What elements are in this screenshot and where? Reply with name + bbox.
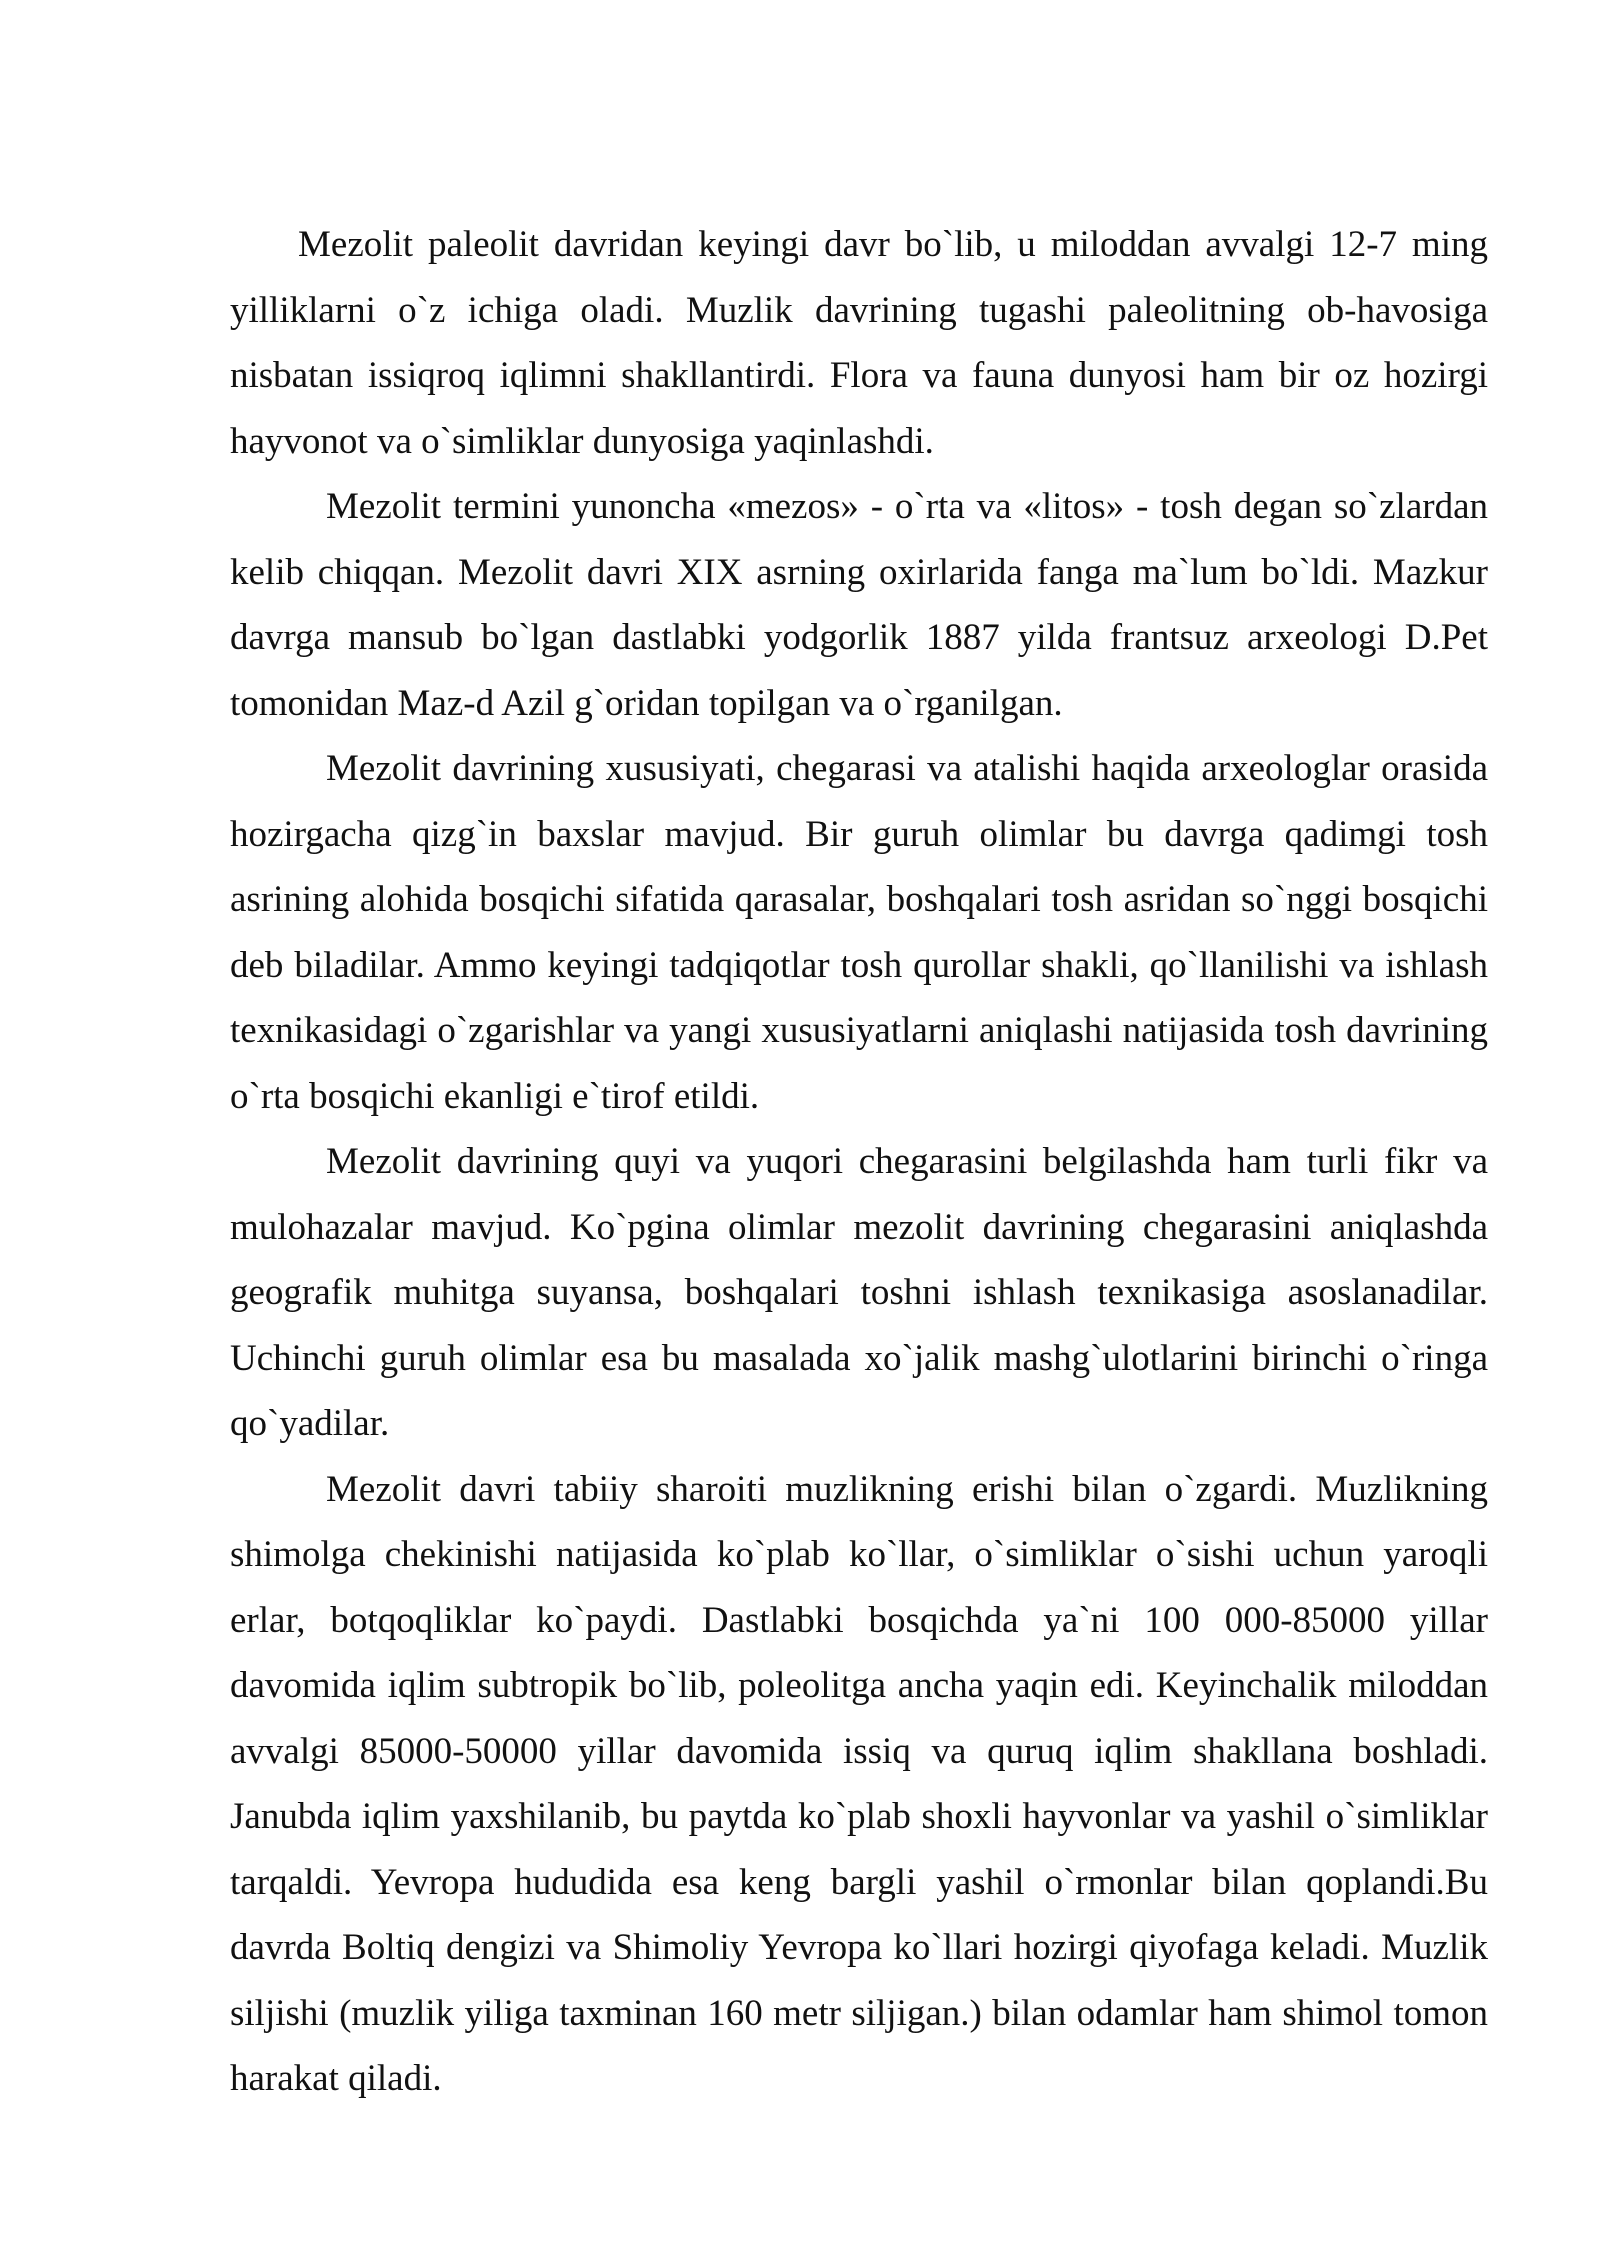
paragraph-period-debate: Mezolit davrining xususiyati, chegarasi va atalishi haqida arxeologlar orasida hozirgacha qizg`in baxslar mavjud. Bir guruh olimlar bu davrga qadimgi tosh asrining alohida bosqichi sifatida qarasalar, boshqalari tosh asridan so`nggi bosqichi deb biladilar. Ammo keyingi tadqiqotlar tosh qurollar shakli, qo`llanilishi va ishlash texnikasidagi o`zgarishlar va yangi xususiyatlarni aniqlashi natijasida tosh davrining o`rta bosqichi ekanligi e`tirof etildi. [230, 748, 1488, 1117]
document-page [230, 212, 1488, 2112]
paragraph-term-origin: Mezolit termini yunoncha «mezos» - o`rta va «litos» - tosh degan so`zlardan kelib chiqqan. Mezolit davri XIX asrning oxirlarida fanga ma`lum bo`ldi. Mazkur davrga mansub bo`lgan dastlabki yodgorlik 1887 yilda frantsuz arxeologi D.Pet tomonidan Maz-d Azil g`oridan topilgan va o`rganilgan. [230, 486, 1488, 724]
paragraph-natural-conditions: Mezolit davri tabiiy sharoiti muzlikning erishi bilan o`zgardi. Muzlikning shimolga chekinishi natijasida ko`plab ko`llar, o`simliklar o`sishi uchun yaroqli erlar, botqoqliklar ko`paydi. Dastlabki bosqichda ya`ni 100 000-85000 yillar davomida iqlim subtropik bo`lib, poleolitga ancha yaqin edi. Keyinchalik miloddan avvalgi 85000-50000 yillar davomida issiq va quruq iqlim shakllana boshladi. Janubda iqlim yaxshilanib, bu paytda ko`plab shoxli hayvonlar va yashil o`simliklar tarqaldi. Yevropa hududida esa keng bargli yashil o`rmonlar bilan qoplandi.Bu davrda Boltiq dengizi va Shimoliy Yevropa ko`llari hozirgi qiyofaga keladi. Muzlik siljishi (muzlik yiliga taxminan 160 metr siljigan.) bilan odamlar ham shimol tomon harakat qiladi. [230, 1468, 1488, 2099]
paragraph-boundaries: Mezolit davrining quyi va yuqori chegarasini belgilashda ham turli fikr va mulohazalar mavjud. Ko`pgina olimlar mezolit davrining chegarasini aniqlashda geografik muhitga suyansa, boshqalari toshni ishlash texnikasiga asoslanadilar. Uchinchi guruh olimlar esa bu masalada xo`jalik mashg`ulotlarini birinchi o`ringa qo`yadilar. [230, 1141, 1488, 1444]
paragraph-mezolit-intro: Mezolit paleolit davridan keyingi davr bo`lib, u miloddan avvalgi 12-7 ming yilliklarni o`z ichiga oladi. Muzlik davrining tugashi paleolitning ob-havosiga nisbatan issiqroq iqlimni shakllantirdi. Flora va fauna dunyosi ham bir oz hozirgi hayvonot va o`simliklar dunyosiga yaqinlashdi. [230, 224, 1488, 462]
